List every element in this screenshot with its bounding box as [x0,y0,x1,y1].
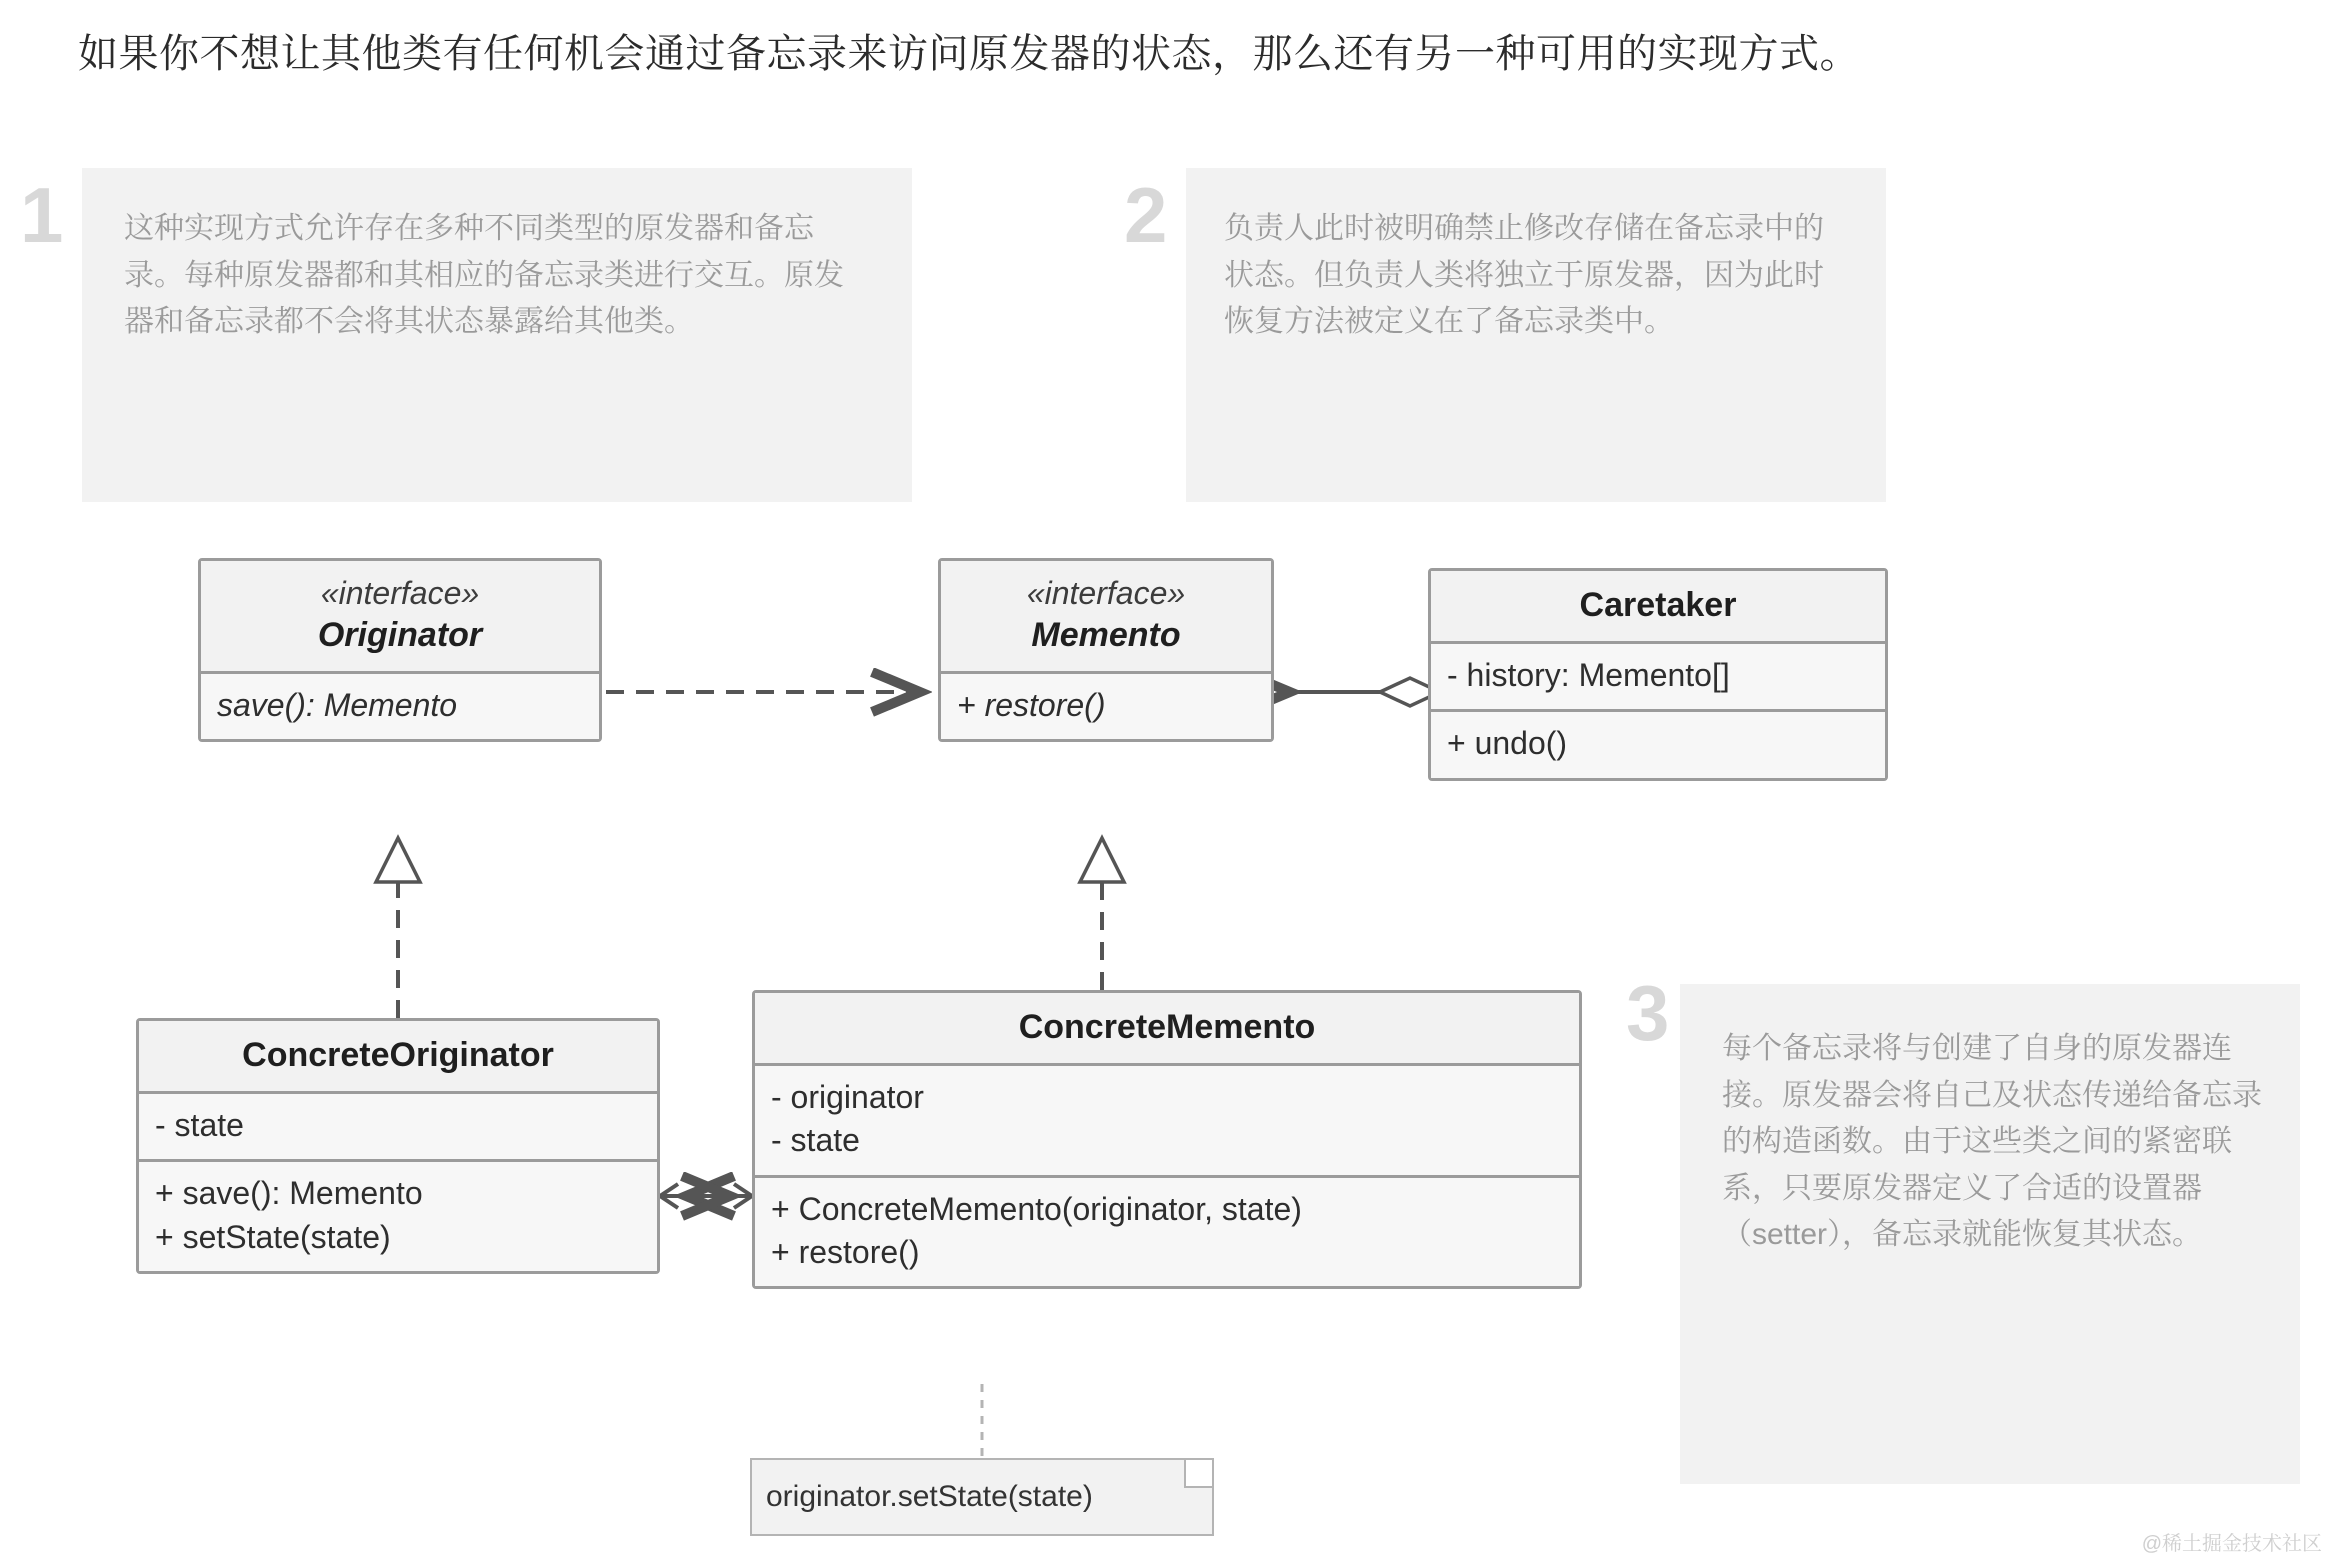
class-stereotype: «interface» [320,575,480,611]
note-block-2 [1124,168,1886,502]
note-text-2: 负责人此时被明确禁止修改存储在备忘录中的状态。但负责人类将独立于原发器，因为此时恢复方法被定义在了备忘录类中。 [1224,212,1824,338]
class-header-memento [941,561,1271,674]
class-section-methods [139,1159,657,1270]
class-member: + ConcreteMemento(originator, state) [771,1190,1302,1227]
uml-comment-note [750,1458,1214,1536]
class-member: + undo() [1447,725,1568,762]
class-header-concrete-memento [755,993,1579,1066]
class-name: ConcreteMemento [1018,1008,1316,1046]
class-section-methods [755,1175,1579,1286]
class-section-fields [755,1066,1579,1174]
uml-comment-text: originator.setState(state) [766,1480,1093,1513]
class-header-caretaker [1431,571,1885,644]
class-section-fields [139,1094,657,1159]
class-member: + restore() [771,1233,920,1270]
note-text-3: 每个备忘录将与创建了自身的原发器连接。原发器会将自己及状态传递给备忘录的构造函数。由于这些类之间的紧密联系，只要原发器定义了合适的设置器（setter），备忘录就能恢复其状态。 [1722,1032,2262,1251]
note-number-1: 1 [20,171,64,259]
class-name: Originator [317,616,483,654]
class-header-concrete-originator [139,1021,657,1094]
note-block-3 [1626,969,2300,1484]
note-number-2: 2 [1124,171,1168,259]
note-text-1: 这种实现方式允许存在多种不同类型的原发器和备忘录。每种原发器都和其相应的备忘录类进行交互。原发器和备忘录都不会将其状态暴露给其他类。 [124,212,844,338]
class-section-methods [1431,709,1885,777]
class-member: - originator [771,1079,924,1116]
class-member: + setState(state) [155,1218,391,1255]
page-title: 如果你不想让其他类有任何机会通过备忘录来访问原发器的状态，那么还有另一种可用的实现方式。 [78,32,1860,76]
class-member: - state [155,1107,244,1144]
class-member: - history: Memento[] [1447,657,1730,694]
class-member: - state [771,1122,860,1159]
class-stereotype: «interface» [1026,575,1186,611]
class-member: + restore() [957,687,1106,724]
class-box-memento[interactable] [938,558,1274,742]
class-box-caretaker[interactable] [1428,568,1888,781]
class-member: save(): Memento [217,687,458,724]
class-member: + save(): Memento [155,1175,423,1212]
class-name: Caretaker [1579,586,1737,624]
class-box-concrete-memento[interactable] [752,990,1582,1289]
note-block-1 [20,168,912,502]
class-box-concrete-originator[interactable] [136,1018,660,1274]
class-section-methods [941,674,1271,739]
note-number-3: 3 [1626,969,1670,1057]
class-section-methods [201,674,599,739]
class-name: ConcreteOriginator [242,1036,554,1074]
class-box-originator[interactable] [198,558,602,742]
class-name: Memento [1031,616,1181,654]
class-header-originator [201,561,599,674]
class-section-fields [1431,644,1885,709]
folded-corner-icon [1184,1460,1212,1488]
watermark: @稀土掘金技术社区 [2141,1533,2322,1555]
